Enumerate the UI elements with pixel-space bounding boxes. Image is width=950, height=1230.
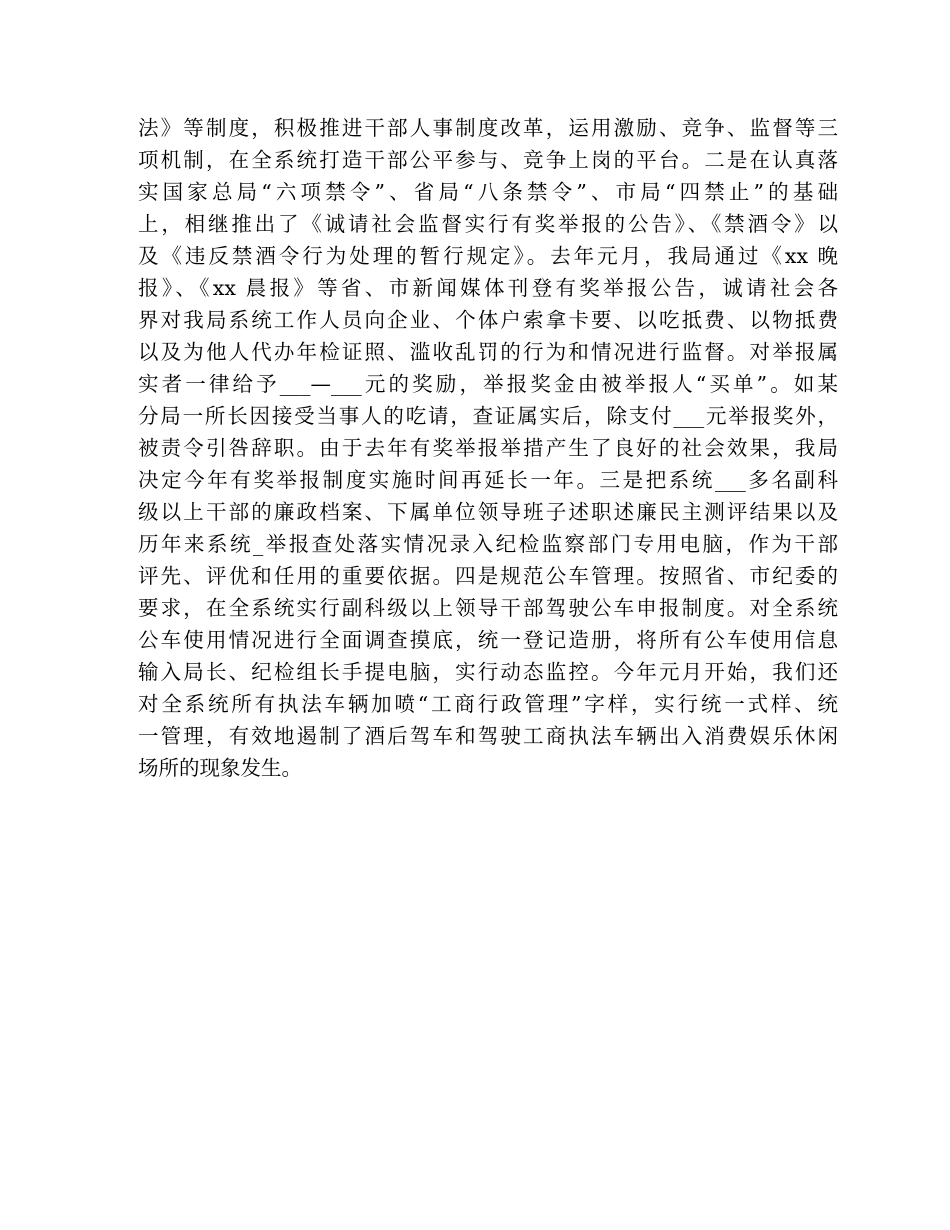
text-line: 级以上干部的廉政档案、下属单位领导班子述职述廉民主测评结果以及 bbox=[138, 500, 838, 524]
text-line: 实国家总局“六项禁令”、省局“八条禁令”、市局“四禁止”的基础 bbox=[138, 180, 838, 204]
text-line: 分局一所长因接受当事人的吃请，查证属实后，除支付___元举报奖外， bbox=[138, 404, 838, 428]
text-line: 场所的现象发生。 bbox=[138, 756, 302, 780]
text-line: 报》、《xx 晨报》等省、市新闻媒体刊登有奖举报公告，诚请社会各 bbox=[138, 276, 838, 300]
text-line: 评先、评优和任用的重要依据。四是规范公车管理。按照省、市纪委的 bbox=[138, 564, 838, 588]
text-line: 上，相继推出了《诚请社会监督实行有奖举报的公告》、《禁酒令》以 bbox=[138, 212, 838, 236]
text-line: 法》等制度，积极推进干部人事制度改革，运用激励、竞争、监督等三 bbox=[138, 116, 838, 140]
text-line: 一管理，有效地遏制了酒后驾车和驾驶工商执法车辆出入消费娱乐休闲 bbox=[138, 724, 838, 748]
text-line: 公车使用情况进行全面调查摸底，统一登记造册，将所有公车使用信息 bbox=[138, 628, 838, 652]
text-line: 对全系统所有执法车辆加喷“工商行政管理”字样，实行统一式样、统 bbox=[138, 692, 838, 716]
text-line: 界对我局系统工作人员向企业、个体户索拿卡要、以吃抵费、以物抵费 bbox=[138, 308, 838, 332]
text-line: 历年来系统_举报查处落实情况录入纪检监察部门专用电脑，作为干部 bbox=[138, 532, 838, 556]
text-line: 实者一律给予___—___元的奖励，举报奖金由被举报人“买单”。如某 bbox=[138, 372, 838, 396]
text-line: 输入局长、纪检组长手提电脑，实行动态监控。今年元月开始，我们还 bbox=[138, 660, 838, 684]
text-line: 决定今年有奖举报制度实施时间再延长一年。三是把系统___多名副科 bbox=[138, 468, 838, 492]
text-line: 被责令引咎辞职。由于去年有奖举报举措产生了良好的社会效果，我局 bbox=[138, 436, 838, 460]
text-line: 要求，在全系统实行副科级以上领导干部驾驶公车申报制度。对全系统 bbox=[138, 596, 838, 620]
text-line: 及《违反禁酒令行为处理的暂行规定》。去年元月，我局通过《xx 晚 bbox=[138, 244, 838, 268]
body-paragraph bbox=[138, 112, 838, 784]
text-line: 项机制，在全系统打造干部公平参与、竞争上岗的平台。二是在认真落 bbox=[138, 148, 838, 172]
text-line: 以及为他人代办年检证照、滥收乱罚的行为和情况进行监督。对举报属 bbox=[138, 340, 838, 364]
